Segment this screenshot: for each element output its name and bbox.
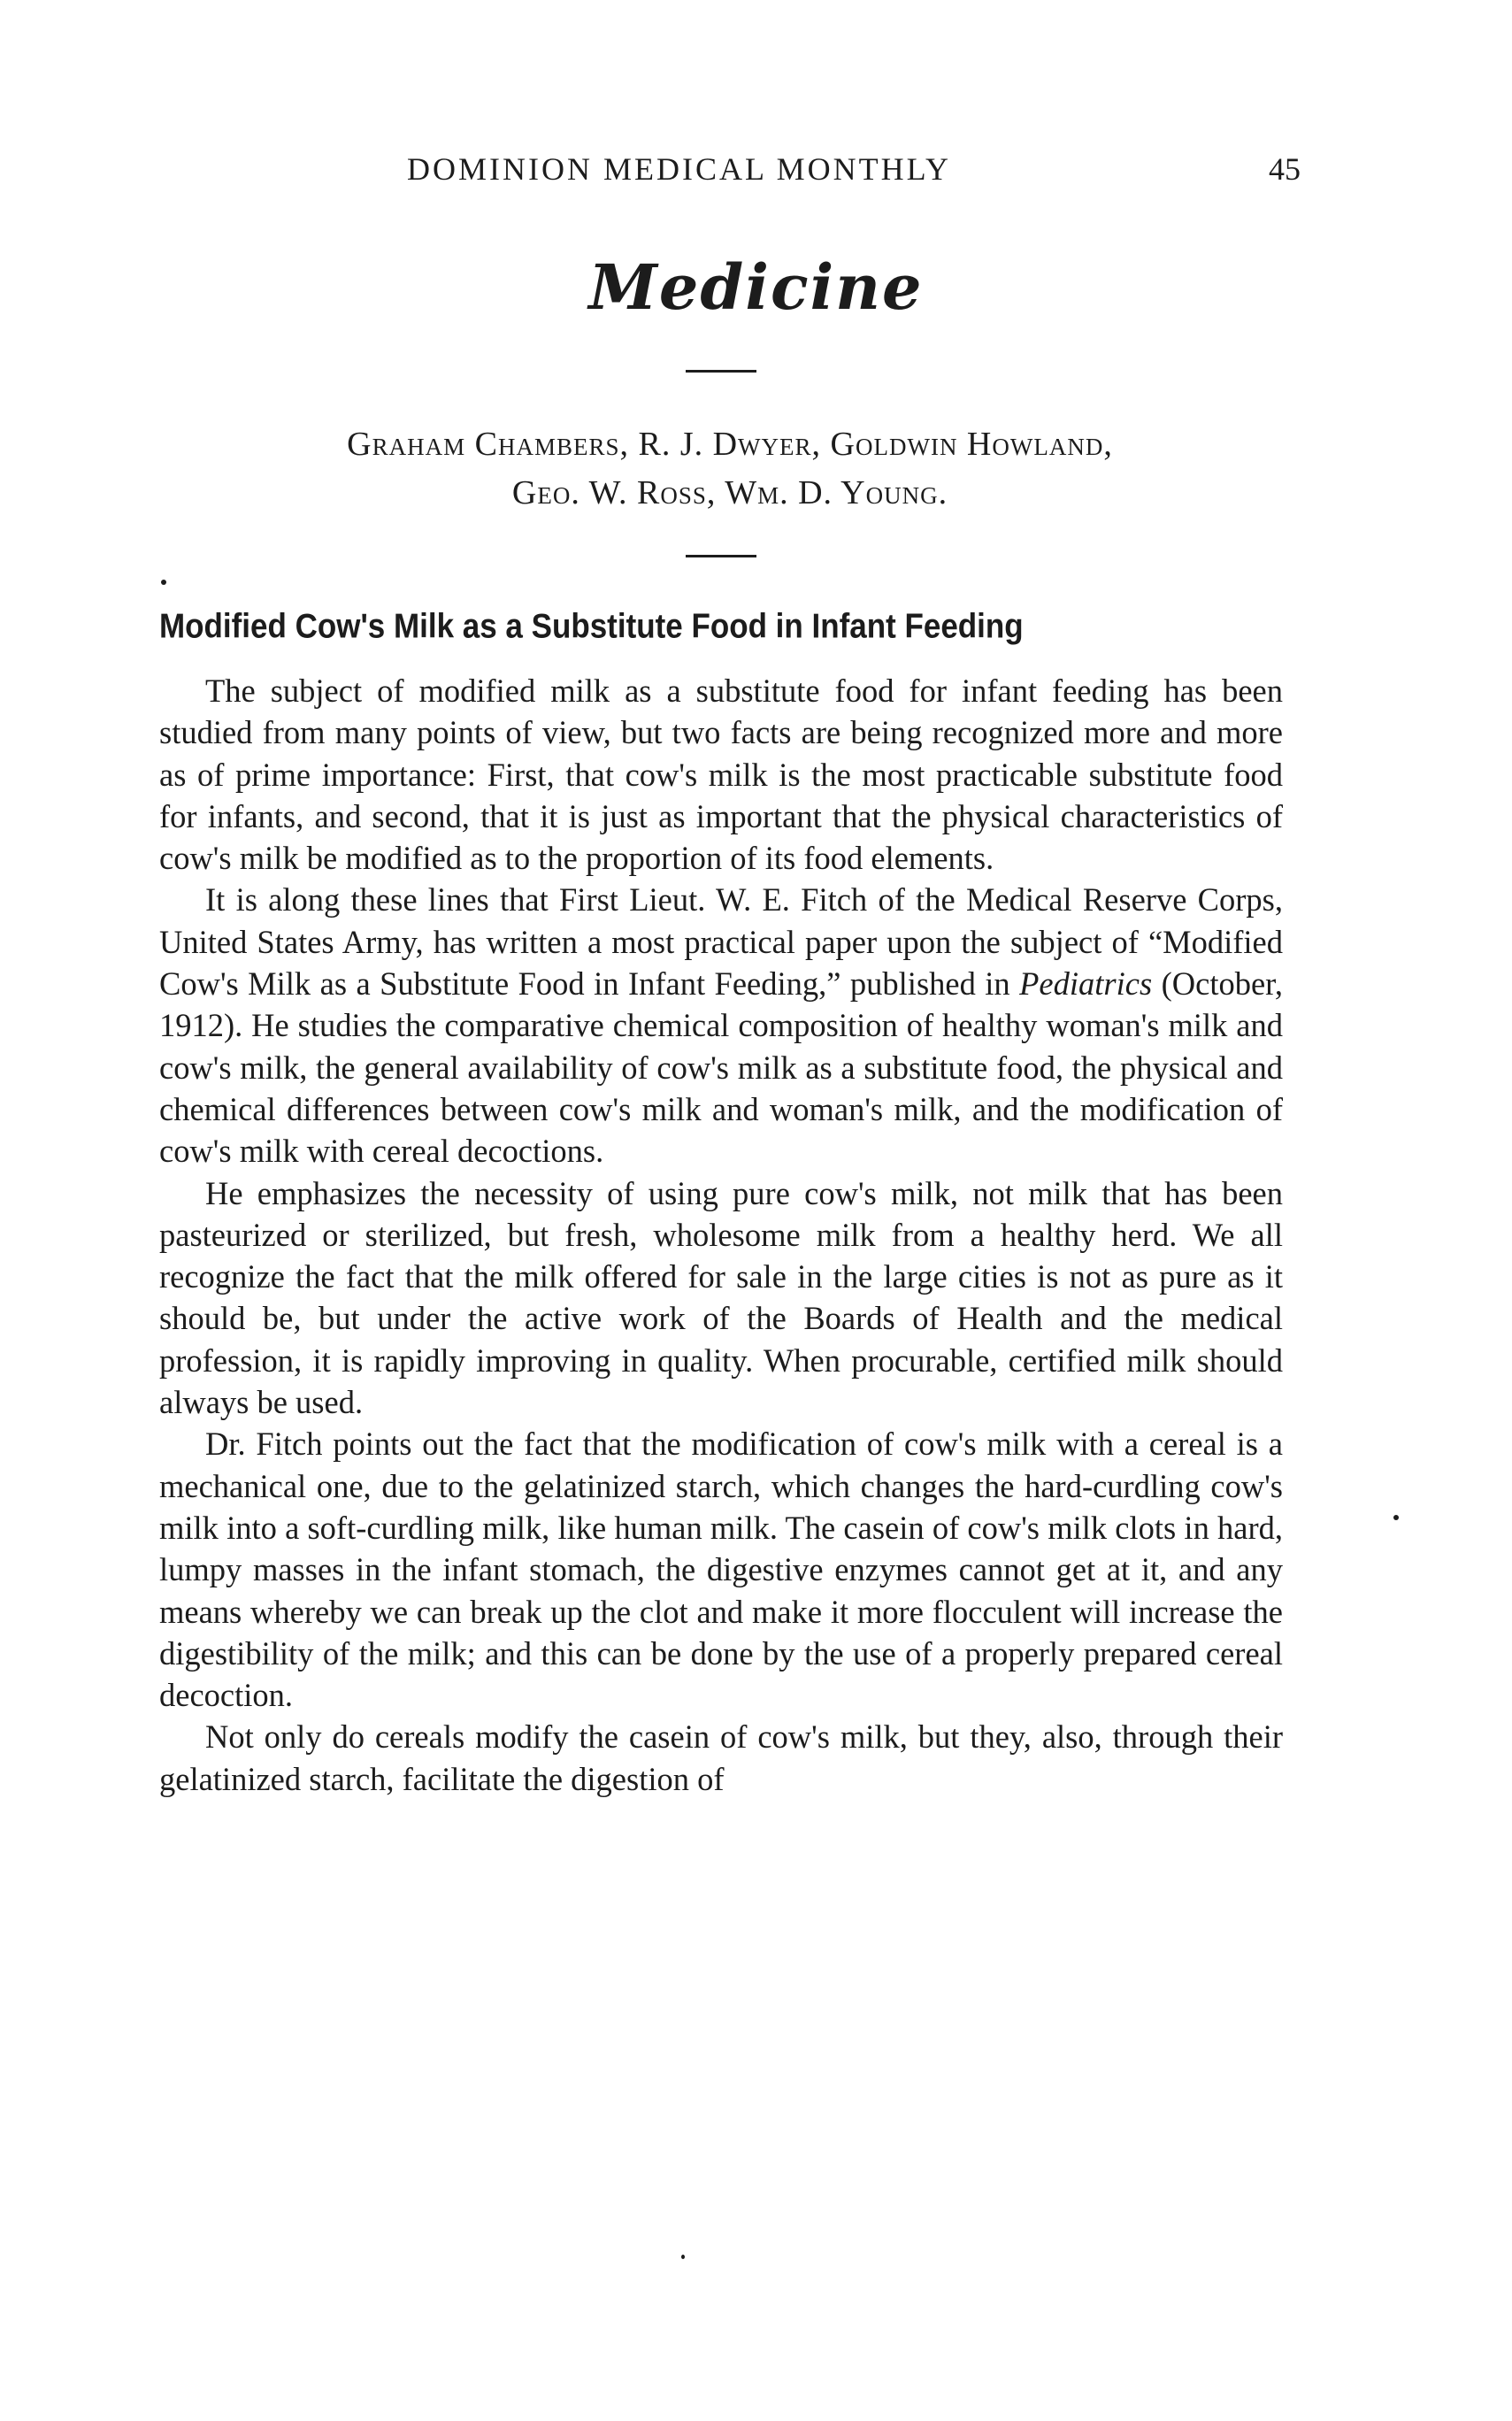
editors-line-2: Geo. W. Ross, Wm. D. Young. (511, 474, 948, 511)
paragraph-4: Dr. Fitch points out the fact that the modification of cow's milk with a cereal is a mechanical one, due to the gelatinized starch, which changes the hard-curdling cow's milk into a soft-curdling milk, like human milk. The casein of cow's milk clots in hard, lumpy masses in the infant stomach, the digestive enzymes cannot get at it, and any means whereby we can break up the clot and make it more flocculent will increase the digestibility of the milk; and this can be done by the use of a properly prepared cereal decoction. (159, 1426, 1283, 1714)
paragraph-2-text-a: It is along these lines that First Lieut. W. E. Fitch of the Medical Reserve Corps, United States Army, has written a most practical paper upon the subject of “Modified Cow's Milk as a Substitute Food in Infant Feeding,” published in (159, 881, 1283, 1003)
speck-mark-bottom (681, 2255, 685, 2259)
paragraph-3: He emphasizes the necessity of using pure cow's milk, not milk that has been pasteurized or sterilized, but fresh, wholesome milk from a healthy herd. We all recognize the fact that the milk offered for sale in the large cities is not as pure as it should be, but under the active work of the Boards of Health and the medical profession, it is rapidly improving in quality. When procurable, certified milk should always be used. (159, 1174, 1283, 1421)
running-head (159, 150, 1301, 195)
margin-mark (1393, 1515, 1399, 1520)
paragraph-2-text-b: (October, 1912). He studies the comparative chemical composition of healthy woman's milk and cow's milk, the general availability of cow's milk as a substitute food, the physical and chemical differences between cow's milk and woman's milk, and the modification of cow's milk with cereal decoctions. (159, 965, 1283, 1170)
paragraph-5: Not only do cereals modify the casein of cow's milk, but they, also, through their gelatinized starch, facilitate the digestion of (159, 1718, 1283, 1797)
article-title: Modified Cow's Milk as a Substitute Food in Infant Feeding (159, 607, 1024, 646)
paragraph-1: The subject of modified milk as a substitute food for infant feeding has been studied from many points of view, but two facts are being recognized more and more as of prime importance: First, that cow's milk is the most practicable substitute food for infants, and second, that it is just as important that the physical characteristics of cow's milk be modified as to the proportion of its food elements. (159, 672, 1283, 877)
speck-mark (161, 580, 166, 585)
section-title: Medicine (588, 250, 924, 324)
journal-name: Pediatrics (1019, 965, 1153, 1003)
page-number: 45 (1269, 151, 1301, 187)
article-body (159, 670, 1283, 1800)
paragraph-2 (159, 879, 1283, 1172)
journal-title: DOMINION MEDICAL MONTHLY (407, 151, 952, 187)
editors-line-1: Graham Chambers, R. J. Dwyer, Goldwin Howland, (347, 426, 1113, 463)
section-divider (686, 370, 756, 373)
editors-list (159, 420, 1301, 518)
editors-divider (686, 555, 756, 557)
